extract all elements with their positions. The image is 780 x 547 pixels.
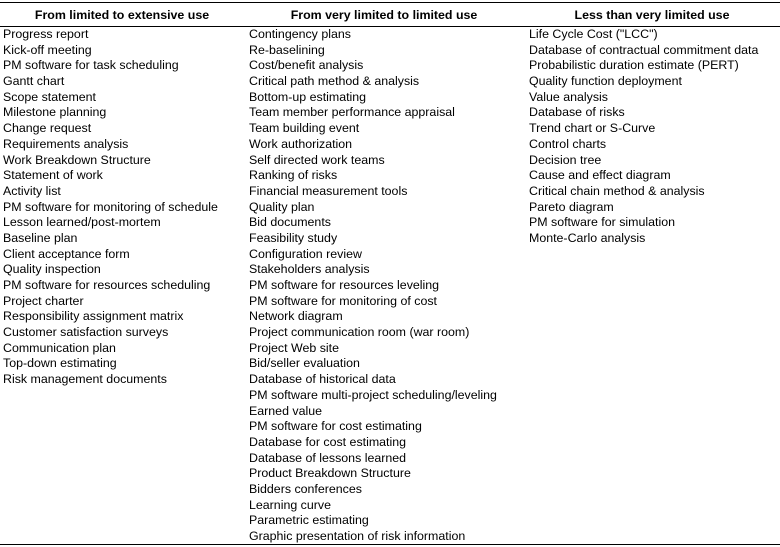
table-cell: Network diagram [249, 309, 343, 324]
column-header-very-limited: Less than very limited use [574, 8, 730, 22]
table-cell: Quality inspection [3, 262, 101, 277]
table-cell: Responsibility assignment matrix [3, 309, 184, 324]
table-cell: Database for cost estimating [249, 434, 407, 449]
table-cell: Value analysis [529, 89, 608, 104]
table-cell: Monte-Carlo analysis [529, 230, 646, 245]
table-cell: Work authorization [249, 136, 353, 151]
table-cell: Customer satisfaction surveys [3, 325, 169, 340]
table-cell: Contingency plans [249, 27, 351, 41]
top-rule [0, 2, 780, 3]
table-cell: Activity list [3, 183, 61, 198]
table-cell: Critical chain method & analysis [529, 183, 705, 198]
table-cell: Project Web site [249, 340, 339, 355]
table-cell: Cost/benefit analysis [249, 58, 364, 73]
column-header-extensive: From limited to extensive use [34, 8, 210, 22]
table-cell: Statement of work [3, 168, 103, 183]
table-cell: Life Cycle Cost ("LCC") [529, 27, 658, 41]
table-cell: PM software multi-project scheduling/leveling [249, 387, 497, 402]
table-cell: PM software for monitoring of cost [249, 293, 437, 308]
table-cell: Bidders conferences [249, 481, 362, 496]
table-cell: Team member performance appraisal [249, 105, 455, 120]
table-cell: PM software for simulation [529, 215, 675, 230]
table-cell: Scope statement [3, 89, 96, 104]
table-cell: Project communication room (war room) [249, 325, 470, 340]
table-cell: Product Breakdown Structure [249, 466, 411, 481]
table-cell: Bid/seller evaluation [249, 356, 360, 371]
column-very-limited [529, 27, 780, 247]
table-cell: PM software for monitoring of schedule [3, 199, 218, 214]
table-cell: Re-baselining [249, 42, 325, 57]
table-cell: Database of lessons learned [249, 450, 407, 465]
table-cell: Financial measurement tools [249, 183, 408, 198]
table-cell: Control charts [529, 136, 607, 151]
table-cell: Milestone planning [3, 105, 107, 120]
table-cell: Database of contractual commitment data [529, 42, 759, 57]
table-cell: Kick-off meeting [3, 42, 92, 57]
table-cell: Quality function deployment [529, 74, 682, 89]
table-cell: Critical path method & analysis [249, 74, 420, 89]
table-cell: Client acceptance form [3, 246, 130, 261]
table-cell: Database of risks [529, 105, 625, 120]
table-cell: Baseline plan [3, 230, 78, 245]
table-cell: Risk management documents [3, 372, 167, 387]
table-cell: Lesson learned/post-mortem [3, 215, 161, 230]
table-cell: Pareto diagram [529, 199, 614, 214]
table-cell: Learning curve [249, 497, 331, 512]
table-cell: Self directed work teams [249, 152, 385, 167]
table-cell: Ranking of risks [249, 168, 338, 183]
table-cell: Decision tree [529, 152, 602, 167]
table-cell: Team building event [249, 121, 360, 136]
table-cell: Change request [3, 121, 92, 136]
table-cell: Gantt chart [3, 74, 65, 89]
table-cell: Graphic presentation of risk information [249, 529, 466, 543]
table-cell: Work Breakdown Structure [3, 152, 151, 167]
column-header-limited: From very limited to limited use [290, 8, 478, 22]
table-cell: Trend chart or S-Curve [529, 121, 656, 136]
table-cell: Database of historical data [249, 372, 396, 387]
table-cell: Project charter [3, 293, 84, 308]
table-cell: Progress report [3, 27, 89, 41]
bottom-rule [0, 544, 780, 545]
table-cell: Top-down estimating [3, 356, 117, 371]
table-cell: Configuration review [249, 246, 362, 261]
table-cell: Bottom-up estimating [249, 89, 367, 104]
table-cell: Quality plan [249, 199, 315, 214]
table-cell: Cause and effect diagram [529, 168, 671, 183]
table-cell: Bid documents [249, 215, 331, 230]
table-cell: Earned value [249, 403, 323, 418]
table-cell: PM software for resources leveling [249, 278, 440, 292]
table-cell: Feasibility study [249, 230, 338, 245]
table-cell: PM software for task scheduling [3, 58, 179, 73]
table-cell: Stakeholders analysis [249, 262, 370, 277]
table-cell: PM software for cost estimating [249, 419, 422, 434]
table-cell: Communication plan [3, 340, 116, 355]
table-cell: Probabilistic duration estimate (PERT) [529, 58, 739, 73]
column-limited [249, 27, 524, 545]
table-cell: PM software for resources scheduling [3, 278, 211, 292]
table-cell: Requirements analysis [3, 136, 129, 151]
table-cell: Parametric estimating [249, 513, 369, 528]
column-extensive [3, 27, 243, 388]
